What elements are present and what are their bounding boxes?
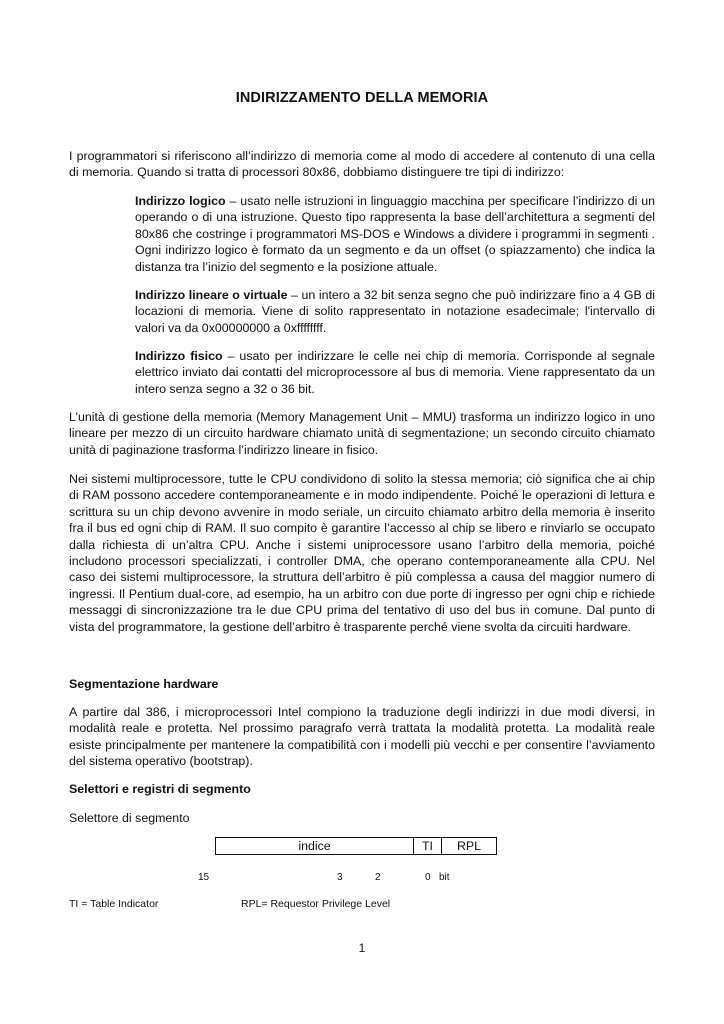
bit-unit-label: bit	[439, 872, 450, 883]
multiprocessor-paragraph: Nei sistemi multiprocessore, tutte le CPU condividono di solito la stessa memoria; ciò significa che ai chip di RAM possono accedere contemporaneamente e in modo indipendente. Poiché le operazioni di lettura e scrittura su un chip devono avvenire in modo seriale, un circuito chiamato arbitro della memoria è inserito fra il bus ed ogni chip di RAM. Il suo compito è garantire l’accesso al chip se libero e rinviarlo se occupato dalla richiesta di un’altra CPU. Anche i sistemi uniprocessore usano l’arbitro della memoria, poiché includono processori specializzati, i controller DMA, che operano contemporaneamente alla CPU. Nel caso dei sistemi multiprocessore, la struttura dell’arbitro è più complessa a causa del maggior numero di ingressi. Il Pentium dual-core, ad esempio, ha un arbitro con due porte di ingresso per ogni chip e richiede messaggi di sincronizzazione tra le due CPU prima del tentativo di uso del bus in comune. Dal punto di vista del programmatore, la gestione dell’arbitro è trasparente perché viene svolta da circuiti hardware.	[69, 472, 655, 634]
selector-field-rpl: RPL	[442, 838, 497, 855]
ti-legend: TI = Table Indicator	[69, 898, 159, 910]
physical-address-text: – usato per indirizzare le celle nei chip di memoria. Corrisponde al segnale elettrico inviato dai contatti del microprocessore al bus di memoria. Viene rappresentato da un intero senza segno a 32 o 36 bit.	[135, 349, 656, 396]
intro-paragraph: I programmatori si riferiscono all’indirizzo di memoria come al modo di accedere al contenuto di una cella di memoria. Quando si tratta di processori 80x86, dobbiamo distinguere tre tipi di indirizzo:	[69, 149, 655, 180]
physical-address-term: Indirizzo fisico	[135, 349, 223, 363]
bit-2-label: 2	[375, 872, 381, 883]
segmentation-heading: Segmentazione hardware	[69, 677, 219, 691]
logical-address-item	[135, 193, 655, 275]
linear-address-text: – un intero a 32 bit senza segno che può indirizzare fino a 4 GB di locazioni di memoria. Viene di solito rappresentato in notazione esadecimale; l'intervallo di valori va da 0x00000000 a 0xffffffff.	[135, 288, 655, 335]
selector-label: Selettore di segmento	[69, 811, 190, 825]
bit-0-label: 0	[425, 872, 431, 883]
selector-field-ti: TI	[414, 838, 442, 855]
selector-field-index: indice	[216, 838, 414, 855]
bit-3-label: 3	[337, 872, 343, 883]
segment-selector-diagram	[215, 837, 497, 855]
mmu-paragraph: L’unità di gestione della memoria (Memory Management Unit – MMU) trasforma un indirizzo logico in uno lineare per mezzo di un circuito hardware chiamato unità di segmentazione; un secondo circuito chiamato unità di paginazione trasforma l’indirizzo lineare in fisico.	[69, 410, 655, 457]
linear-address-item	[135, 287, 655, 336]
segmentation-paragraph: A partire dal 386, i microprocessori Intel compiono la traduzione degli indirizzi in due modi diversi, in modalità reale e protetta. Nel prossimo paragrafo verrà trattata la modalità protetta. La modalità reale esiste principalmente per mantenere la compatibilità con i modelli più vecchi e per consentire l’avviamento del sistema operativo (bootstrap).	[69, 705, 655, 769]
logical-address-term: Indirizzo logico	[135, 194, 226, 208]
rpl-legend: RPL= Requestor Privilege Level	[241, 898, 391, 910]
logical-address-text: – usato nelle istruzioni in linguaggio macchina per specificare l’indirizzo di un operando o di una istruzione. Questo tipo rappresenta la base dell’architettura a segmenti del 80x86 che costringe i programmatori MS-DOS e Windows a dividere i programmi in segmenti . Ogni indirizzo logico è formato da un segmento e da un offset (o spiazzamento) che indica la distanza tra l’inizio del segmento e la posizione attuale.	[135, 194, 656, 274]
page-number: 1	[358, 941, 366, 955]
physical-address-item	[135, 348, 655, 397]
selectors-heading: Selettori e registri di segmento	[69, 782, 251, 796]
page-title: INDIRIZZAMENTO DELLA MEMORIA	[235, 90, 489, 106]
linear-address-term: Indirizzo lineare o virtuale	[135, 288, 288, 302]
bit-15-label: 15	[198, 872, 210, 883]
